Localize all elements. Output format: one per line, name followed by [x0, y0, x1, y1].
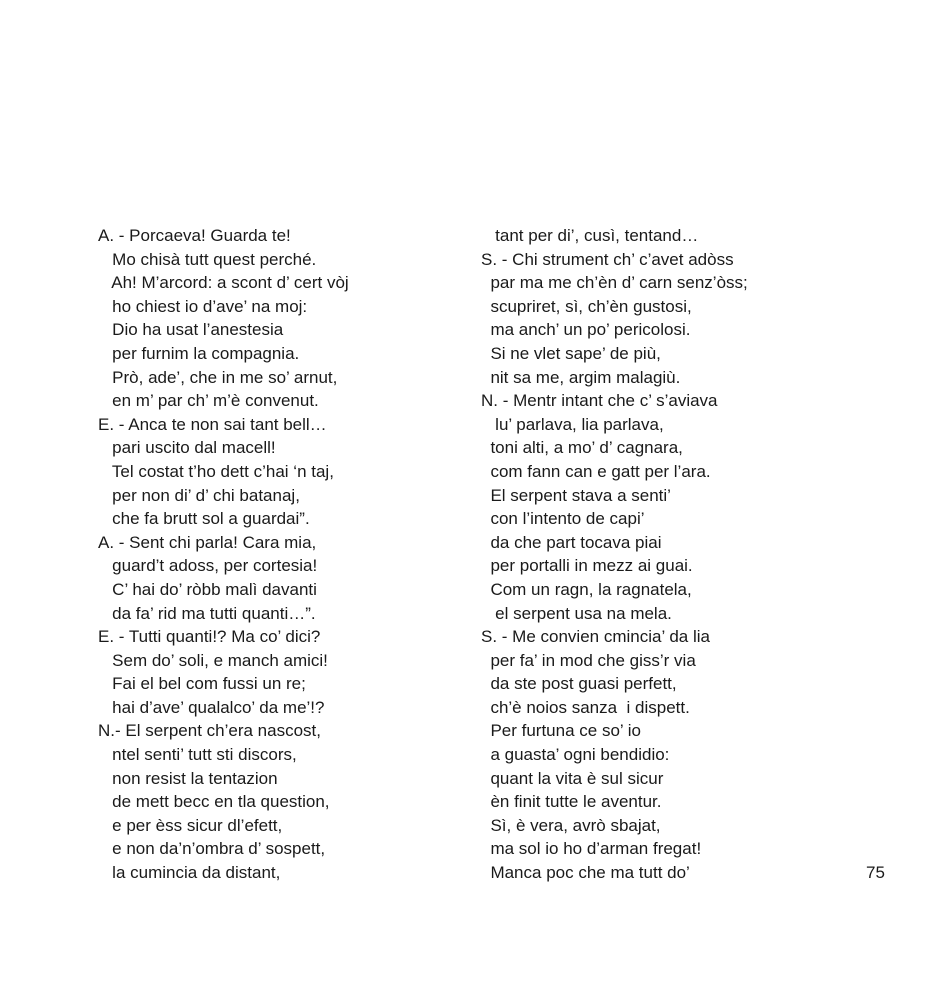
left-verse-line: N.- El serpent ch’era nascost, [98, 721, 321, 741]
left-verse-line: Dio ha usat l’anestesia [98, 320, 284, 340]
left-verse-line: non resist la tentazion [98, 768, 278, 788]
left-verse-line: Fai el bel com fussi un re; [98, 674, 306, 694]
page-number: 75 [866, 863, 885, 882]
right-verse-line: èn finit tutte le aventur. [481, 792, 662, 812]
right-verse-line: S. - Chi strument ch’ c’avet adòss [481, 249, 734, 269]
left-verse-line: pari uscito dal macell! [98, 438, 276, 458]
right-verse-line: tant per di’, cusì, tentand… [481, 226, 699, 245]
left-verse-line: ntel senti’ tutt sti discors, [98, 745, 297, 765]
left-verse-line: Sem do’ soli, e manch amici! [98, 650, 328, 670]
left-verse-line: da fa’ rid ma tutti quanti…”. [98, 603, 316, 623]
right-verse-line: quant la vita è sul sicur [481, 768, 664, 788]
right-verse-line: da ste post guasi perfett, [481, 674, 677, 694]
left-verse-line: per furnim la compagnia. [98, 343, 300, 363]
left-verse-line: Tel costat t’ho dett c’hai ‘n taj, [98, 461, 334, 481]
right-verse-line: da che part tocava piai [481, 532, 662, 552]
right-verse-line: a guasta’ ogni bendidio: [481, 745, 670, 765]
right-verse-line: Com un ragn, la ragnatela, [481, 579, 692, 599]
right-verse-line: nit sa me, argim malagiù. [481, 367, 681, 387]
right-verse-line: par ma me ch’èn d’ carn senz’òss; [481, 273, 748, 293]
right-verse-line: ch’è noios sanza i dispett. [481, 697, 690, 717]
right-verse-line: Si ne vlet sape’ de più, [481, 343, 661, 363]
left-verse-line: hai d’ave’ qualalco’ da me’!? [98, 697, 325, 717]
right-verse-line: Manca poc che ma tutt do’ [481, 863, 690, 883]
left-verse-line: per non di’ d’ chi batanaj, [98, 485, 300, 505]
right-verse-line: N. - Mentr intant che c’ s’aviava [481, 391, 718, 411]
left-verse-line: e non da’n’ombra d’ sospett, [98, 839, 326, 859]
right-verse-line: con l’intento de capi’ [481, 509, 645, 529]
right-verse-line: lu’ parlava, lia parlava, [481, 414, 664, 434]
left-verse-column [98, 224, 468, 885]
right-verse-line: ma sol io ho d’arman fregat! [481, 839, 702, 859]
right-verse-line: el serpent usa na mela. [481, 603, 672, 623]
right-verse-line: Per furtuna ce so’ io [481, 721, 642, 741]
right-verse-line: S. - Me convien cmincia’ da lia [481, 627, 710, 647]
left-verse-line: guard’t adoss, per cortesia! [98, 556, 318, 576]
right-verse-line: per portalli in mezz ai guai. [481, 556, 693, 576]
left-verse-line: Mo chisà tutt quest perché. [98, 249, 317, 269]
right-verse-line: Sì, è vera, avrò sbajat, [481, 815, 661, 835]
left-verse-line: A. - Sent chi parla! Cara mia, [98, 532, 317, 552]
left-verse-line: ho chiest io d’ave’ na moj: [98, 296, 308, 316]
right-verse-line: com fann can e gatt per l’ara. [481, 461, 711, 481]
left-verse-line: Ah! M’arcord: a scont d’ cert vòj [98, 273, 349, 293]
left-verse-line: en m’ par ch’ m’è convenut. [98, 391, 319, 411]
left-verse-line: A. - Porcaeva! Guarda te! [98, 226, 291, 245]
left-verse-line: Prò, ade’, che in me so’ arnut, [98, 367, 338, 387]
right-verse-line: per fa’ in mod che giss’r via [481, 650, 696, 670]
right-verse-line: El serpent stava a senti’ [481, 485, 671, 505]
left-verse-line: C’ hai do’ ròbb malì davanti [98, 579, 317, 599]
left-verse-line: e per èss sicur dl’efett, [98, 815, 283, 835]
left-verse-line: E. - Anca te non sai tant bell… [98, 414, 327, 434]
right-verse-line: scupriret, sì, ch’èn gustosi, [481, 296, 692, 316]
left-verse-line: che fa brutt sol a guardai”. [98, 509, 310, 529]
right-verse-column [481, 224, 841, 885]
left-verse-line: E. - Tutti quanti!? Ma co’ dici? [98, 627, 321, 647]
left-verse-line: de mett becc en tla question, [98, 792, 330, 812]
right-verse-line: toni alti, a mo’ d’ cagnara, [481, 438, 683, 458]
left-verse-line: la cumincia da distant, [98, 863, 281, 883]
right-verse-line: ma anch’ un po’ pericolosi. [481, 320, 691, 340]
